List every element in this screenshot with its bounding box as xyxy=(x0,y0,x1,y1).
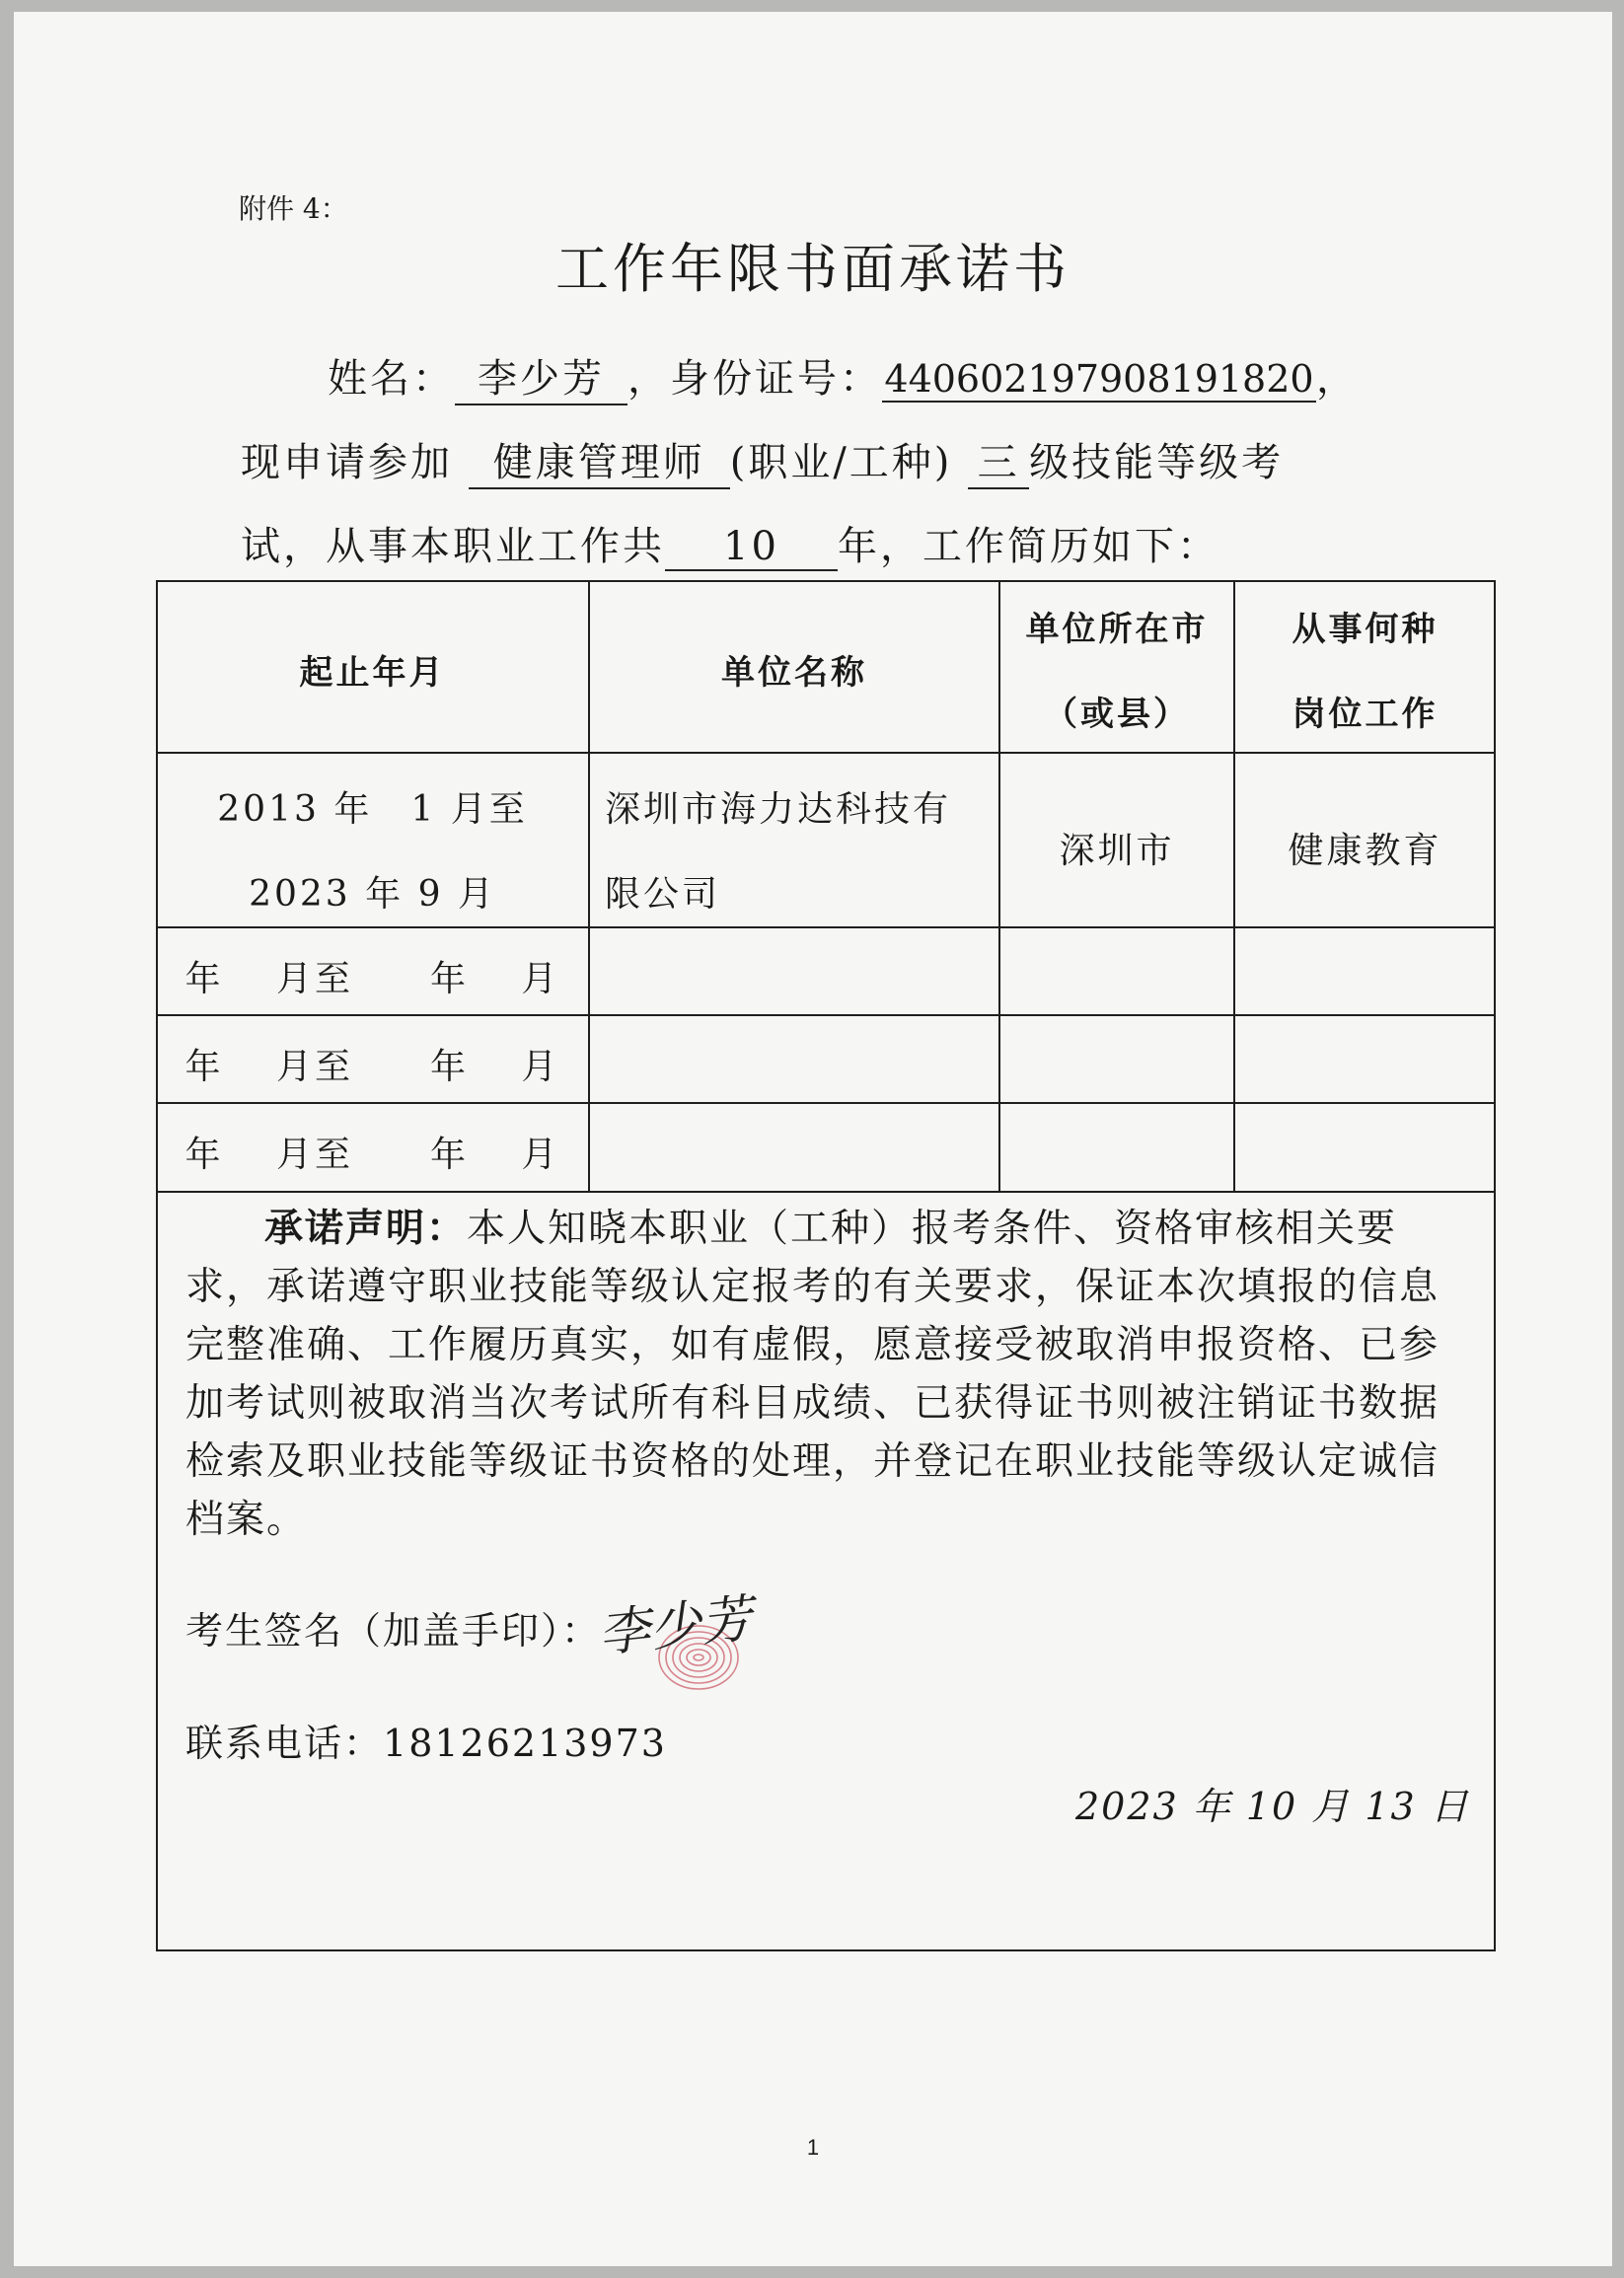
page-number: 1 xyxy=(806,2135,820,2160)
row4-period: 年 月至 年 月 xyxy=(185,1135,560,1175)
statement-label: 承诺声明： xyxy=(264,1207,468,1251)
statement-text: 本人知晓本职业（工种）报考条件、资格审核相关要求，承诺遵守职业技能等级认定报考的有关要求，保证本次填报的信息完整准确、工作履历真实，如有虚假，愿意接受被取消申报资格、已参加考试则被取消当次考试所有科目成绩、已获得证书则被注销证书数据检索及职业技能等级证书资格的处理，并登记在职业技能等级认定诚信档案。 xyxy=(185,1207,1440,1542)
id-number-value: 440602197908191820 xyxy=(882,357,1316,403)
phone-value: 18126213973 xyxy=(383,1722,667,1765)
exam-line xyxy=(241,515,1219,571)
name-line: 姓名： 李少芳 ，身份证号：440602197908191820， xyxy=(328,347,1359,405)
phone-line xyxy=(185,1713,667,1767)
row1-city: 深圳市 xyxy=(1059,831,1175,871)
name-label: 姓名： xyxy=(328,356,455,402)
handwritten-signature: 李少芳 xyxy=(595,1588,756,1664)
row1-unit-name: 深圳市海力达科技有 xyxy=(605,789,952,830)
apply-prefix: 现申请参加 xyxy=(241,440,453,485)
occupation-suffix: (职业/工种) xyxy=(729,440,953,485)
years-suffix: 年，工作简历如下： xyxy=(838,524,1219,569)
apply-line xyxy=(241,431,1284,489)
years-value: 10 xyxy=(665,524,838,571)
header-unit-name: 单位名称 xyxy=(721,653,867,693)
level-suffix: 级技能等级考 xyxy=(1029,440,1285,485)
header-city: 单位所在市 xyxy=(1025,610,1209,649)
row1-post: 健康教育 xyxy=(1288,831,1442,871)
row1-unit-name-cont: 限公司 xyxy=(605,874,721,915)
document-title: 工作年限书面承诺书 xyxy=(555,238,1070,300)
attachment-label: 附件 4： xyxy=(239,192,348,225)
exam-prefix: 试，从事本职业工作共 xyxy=(241,524,665,569)
header-post: 从事何种 xyxy=(1292,610,1439,649)
header-period: 起止年月 xyxy=(299,653,446,693)
row1-period-end: 2023 年 9 月 xyxy=(249,874,496,915)
handwritten-date: 2023 年 10 月 13 日 xyxy=(1075,1785,1470,1828)
row3-period: 年 月至 年 月 xyxy=(185,1047,560,1087)
header-city-sub: （或县） xyxy=(1044,695,1190,734)
row1-period-start: 2013 年 1 月至 xyxy=(217,789,528,830)
work-history-form xyxy=(156,580,1496,1951)
signature-label: 考生签名（加盖手印）： xyxy=(185,1609,602,1653)
commitment-statement xyxy=(185,1200,1468,1549)
level-value: 三 xyxy=(968,431,1029,489)
phone-label: 联系电话： xyxy=(185,1722,384,1765)
occupation-value: 健康管理师 xyxy=(469,431,730,489)
id-label: ，身份证号： xyxy=(627,356,882,402)
name-value: 李少芳 xyxy=(455,347,627,405)
row2-period: 年 月至 年 月 xyxy=(185,959,560,999)
document-page xyxy=(14,12,1612,2266)
header-post-sub: 岗位工作 xyxy=(1292,695,1439,734)
